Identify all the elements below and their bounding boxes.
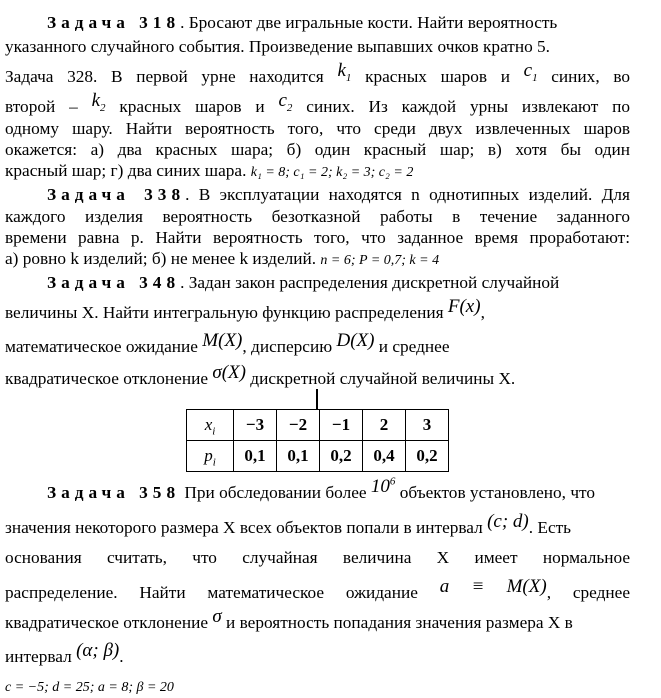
c1-symbol: $c_1$ <box>523 60 538 84</box>
p358-line4: распределение. Найти математическое ожидание a ≡ M(X), среднее <box>5 576 630 602</box>
p318-title: Задача 318 <box>47 13 181 32</box>
k2-symbol: $k_2$ <box>91 90 106 114</box>
p328-line5: красный шар; г) два синих шара. k₁ = 8; c₁ = 2; k₂ = 3; c₂ = 2 <box>5 161 414 180</box>
c2-symbol: $c_2$ <box>278 90 293 114</box>
p358-line6: интервал (α; β). <box>5 640 124 666</box>
x-cell: −2 <box>277 410 320 441</box>
p-cell: 0,1 <box>234 441 277 472</box>
p338-line1: Задача 338. В эксплуатации находятся n однотипных изделий. Для <box>47 185 630 204</box>
p318-line1 <box>5 12 630 33</box>
p328-line1: Задача 328. В первой урне находится $k_1$ красных шаров и $c_1$ синих, во <box>5 60 630 86</box>
p328-line2: второй – $k_2$ красных шаров и $c_2$ синих. Из каждой урны извлекают по <box>5 90 631 116</box>
ab-interval: (α; β) <box>76 640 120 661</box>
p338-text3: времени равна p. Найти вероятность того, что заданное время проработают: <box>5 228 630 247</box>
table-row-p <box>187 441 449 472</box>
p358-title: Задача 358 <box>47 483 181 502</box>
x-cell: −3 <box>234 410 277 441</box>
p-cell: 0,2 <box>320 441 363 472</box>
cd-interval: (c; d) <box>487 511 529 532</box>
p358-text3: основания считать, что случайная величина X имеет нормальное <box>5 548 630 567</box>
sigma-symbol: σ <box>212 606 222 627</box>
mx-formula: M(X) <box>202 330 243 351</box>
p318-text2: указанного случайного события. Произведение выпавших очков кратно 5. <box>5 37 551 56</box>
p318-text1: . Бросают две игральные кости. Найти вероятность <box>180 13 558 32</box>
k1-symbol: $k_1$ <box>337 60 352 84</box>
p348-line1: Задача 348. Задан закон распределения дискретной случайной <box>47 273 560 292</box>
p348-line4: квадратическое отклонение σ(X) дискретной случайной величины X. <box>5 362 516 388</box>
distribution-table <box>186 409 449 472</box>
p-header: $p_i$ <box>187 441 234 472</box>
table-row-x <box>187 410 449 441</box>
x-cell: −1 <box>320 410 363 441</box>
am-formula: a ≡ M(X) <box>439 576 547 597</box>
cursor-mark <box>316 389 318 409</box>
x-cell: 2 <box>363 410 406 441</box>
p338-line4: а) ровно k изделий; б) не менее k изделий. n = 6; P = 0,7; k = 4 <box>5 249 440 268</box>
fx-formula: F(x) <box>447 296 481 317</box>
x-header: $x_i$ <box>187 410 234 441</box>
dx-formula: D(X) <box>336 330 375 351</box>
p338-params: n = 6; P = 0,7; k = 4 <box>320 253 440 268</box>
p-cell: 0,2 <box>406 441 449 472</box>
p358-line1: Задача 358 При обследовании более $10^6$ объектов установлено, что <box>47 475 595 502</box>
p348-line2: величины X. Найти интегральную функцию распределения F(x), <box>5 296 485 322</box>
p328-params: k₁ = 8; c₁ = 2; k₂ = 3; c₂ = 2 <box>250 165 414 180</box>
p328-text4: окажется: а) два красных шара; б) один красный шар; в) хотя бы один <box>5 140 630 159</box>
p358-line5: квадратическое отклонение σ и вероятность попадания значения размера X в <box>5 606 573 632</box>
x-cell: 3 <box>406 410 449 441</box>
p338-text2: каждого изделия вероятность безотказной работы в течение заданного <box>5 207 630 226</box>
p328-text3: одному шару. Найти вероятность того, что среди двух извлеченных шаров <box>5 119 630 138</box>
p-cell: 0,4 <box>363 441 406 472</box>
p358-line2: значения некоторого размера X всех объектов попали в интервал (c; d). Есть <box>5 511 572 537</box>
p348-line3: математическое ожидание M(X), дисперсию D(X) и среднее <box>5 330 450 356</box>
p358-params: c = −5; d = 25; a = 8; β = 20 <box>5 680 174 695</box>
p-cell: 0,1 <box>277 441 320 472</box>
power-formula: $10^6$ <box>370 475 396 497</box>
sx-formula: σ(X) <box>212 362 246 383</box>
p348-title: Задача 348 <box>47 273 181 292</box>
p338-title: Задача 338 <box>47 185 186 204</box>
